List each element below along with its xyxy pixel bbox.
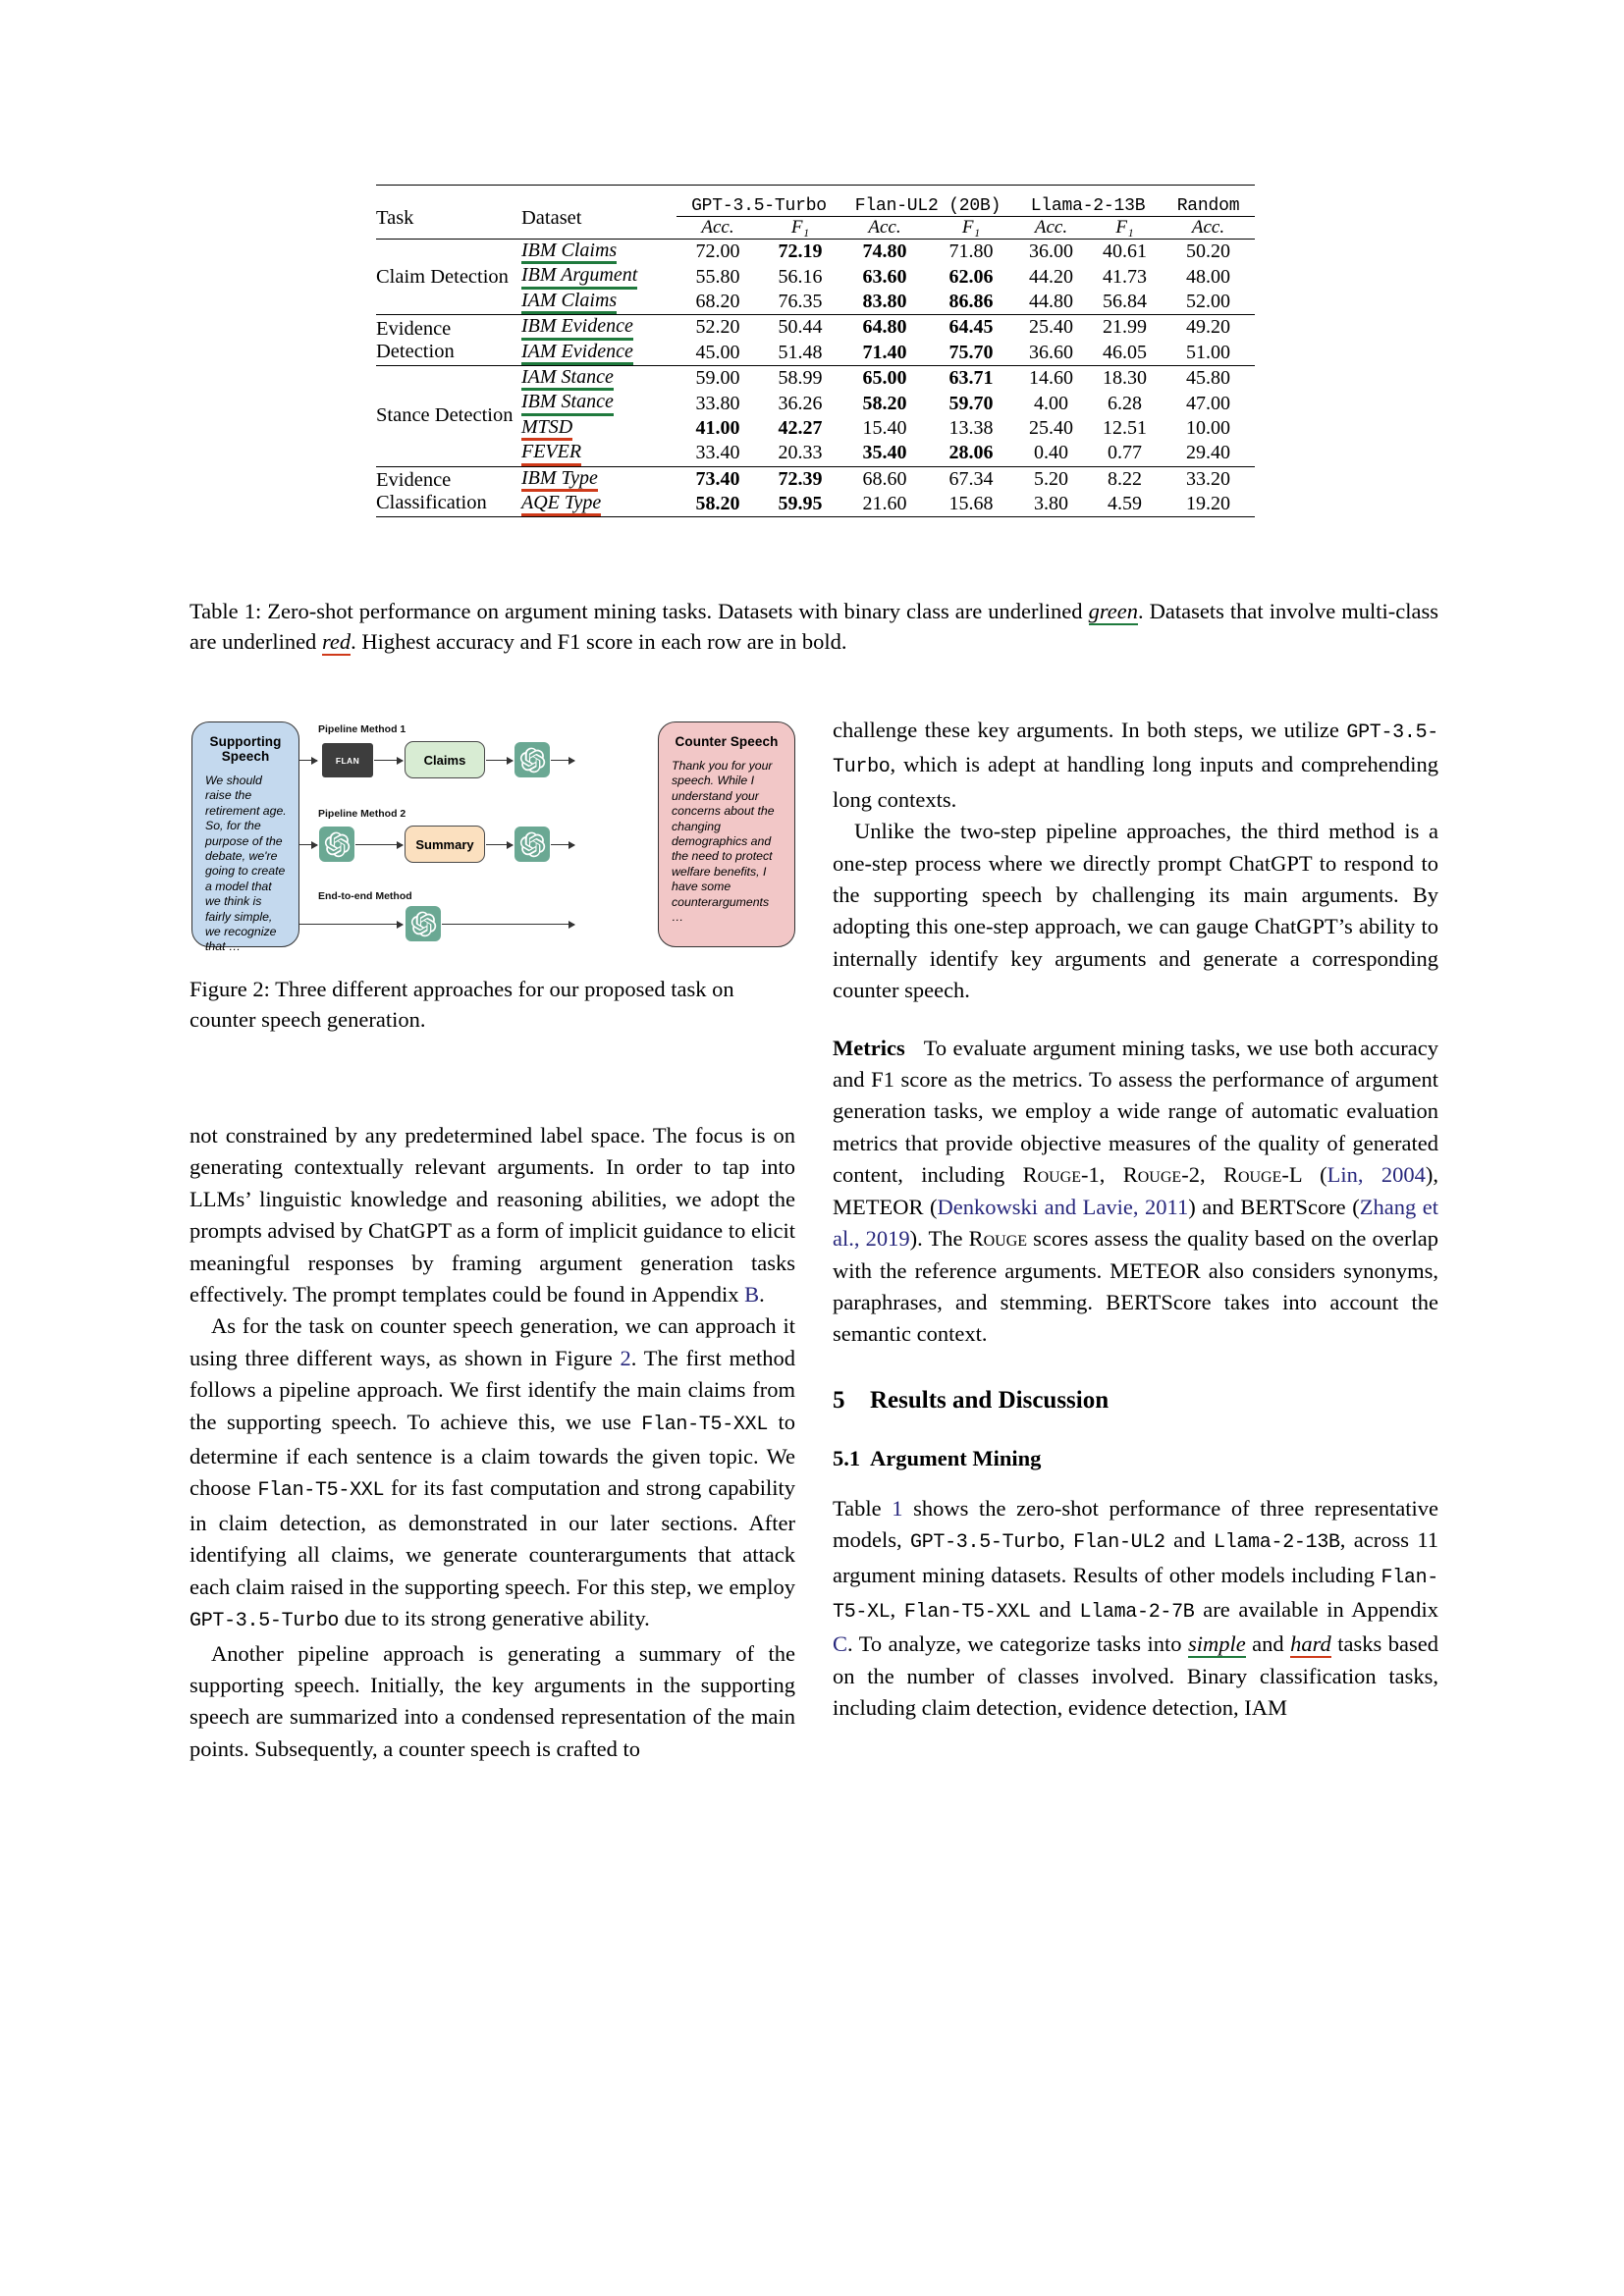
- table-cell-value: 12.51: [1103, 416, 1147, 439]
- header-metric-llama-acc: Acc.: [1034, 217, 1068, 238]
- lp2-e: due to its strong generative ability.: [339, 1606, 650, 1631]
- table-cell-value: 4.00: [1034, 392, 1068, 414]
- table-cell-value: 0.77: [1108, 442, 1142, 464]
- table-cell-value: 62.06: [948, 265, 994, 288]
- metrics-d: -L (: [1281, 1162, 1327, 1188]
- table-cell-dataset: [521, 315, 677, 341]
- table-caption-red-word: red: [321, 629, 352, 654]
- citation-lin-2004[interactable]: Lin, 2004: [1326, 1162, 1426, 1188]
- table-cell-dataset: [521, 341, 677, 366]
- table-cell-value: 47.00: [1186, 392, 1230, 414]
- table-cell-dataset: [521, 264, 677, 289]
- rp5-model-llama213b: Llama-2-13B: [1214, 1531, 1340, 1555]
- table-header: [376, 186, 1255, 240]
- table-row: [376, 365, 1255, 391]
- rouge-label-1: Rouge: [1022, 1162, 1082, 1188]
- right-paragraph-5: [833, 1493, 1438, 1725]
- chatgpt-icon-end-to-end: [406, 906, 441, 941]
- metrics-h: scores assess the quality based on the overlap with the reference arguments. METEOR also considers synonyms, paraphrases, and stemming. BERTScore takes into account the semantic context.: [833, 1226, 1438, 1347]
- table-cell-value: 76.35: [778, 290, 823, 312]
- rp5-b: shows the zero-shot performance of three representative models,: [833, 1495, 1438, 1553]
- table-cell-value: 45.80: [1186, 367, 1230, 390]
- table-cell-value: 86.86: [948, 290, 994, 312]
- lp2-model-gpt35turbo: GPT-3.5-Turbo: [189, 1610, 340, 1633]
- table-cell-value: 8.22: [1108, 467, 1142, 490]
- table-cell-value: 63.60: [862, 265, 907, 288]
- table-cell-value: 74.80: [862, 240, 907, 263]
- table-cell-dataset: [521, 240, 677, 265]
- table-cell-value: 36.60: [1029, 341, 1073, 363]
- arrow-gpt-to-summary: [355, 844, 403, 845]
- header-model-flanul2: Flan-UL2 (20B): [841, 186, 1014, 217]
- table-cell-value: 59.70: [948, 392, 994, 414]
- table-cell-value: 44.20: [1029, 265, 1073, 288]
- table-cell-value: 56.84: [1103, 290, 1147, 312]
- table-caption: [189, 596, 1438, 657]
- table-cell-value: 33.80: [695, 392, 740, 414]
- rp5-model-flant5xl: Flan-T5-XL: [833, 1566, 1438, 1624]
- arrow-gpt-to-counter-e2e: [442, 924, 574, 925]
- table-cell-value: 68.60: [862, 467, 907, 490]
- table-cell-value: 21.60: [862, 493, 907, 515]
- table-cell-value: 25.40: [1029, 316, 1073, 339]
- lp1-a: not constrained by any predetermined label space. The focus is on generating contextually relevant arguments. In order to tap into LLMs’ linguistic knowledge and reasoning abilities, we adopt the prompts advised by ChatGPT as a form of implicit guidance to elicit meaningful responses by framing argument generation tasks effectively. The prompt templates could be found in Appendix: [189, 1123, 795, 1308]
- pipeline-method-1-label: Pipeline Method 1: [318, 723, 406, 735]
- appendix-c-link[interactable]: C: [833, 1631, 848, 1657]
- metrics-g: ). The: [909, 1226, 969, 1252]
- figure-2-link[interactable]: 2: [620, 1345, 631, 1370]
- left-paragraph-3: Another pipeline approach is generating a summary of the supporting speech. Initially, the key arguments in the supporting speech are summarized into a condensed representation of the main points. Subsequently, a counter speech is crafted to: [189, 1640, 795, 1761]
- table-cell-value: 71.80: [948, 240, 994, 263]
- table-row: [376, 315, 1255, 341]
- chatgpt-icon-method1: [514, 742, 550, 777]
- dataset-name: IAM Stance: [521, 367, 614, 391]
- rp5-h: are available in Appendix: [1194, 1596, 1438, 1622]
- table-cell-value: 19.20: [1186, 493, 1230, 515]
- table-cell-value: 64.45: [948, 316, 994, 339]
- dataset-name: IBM Type: [521, 468, 598, 492]
- hard-tasks-label: hard: [1290, 1631, 1331, 1657]
- end-to-end-method-label: End-to-end Method: [318, 890, 412, 902]
- lp2-model-flan-t5-xxl-2: Flan-T5-XXL: [257, 1479, 385, 1503]
- header-model-llama213b: Llama-2-13B: [1014, 186, 1162, 217]
- dataset-name: IAM Claims: [521, 291, 617, 314]
- counter-speech-text: Thank you for your speech. While I understand your concerns about the changing demographics and the need to protect welfare benefits, I have some counterarguments …: [672, 759, 775, 925]
- right-column: [833, 715, 1438, 1725]
- rp5-e: , across 11 argument mining datasets. Results of other models including: [833, 1527, 1438, 1587]
- header-dataset: Dataset: [521, 206, 582, 229]
- header-metric-random-acc: Acc.: [1191, 217, 1225, 238]
- dataset-name: IBM Claims: [521, 240, 617, 264]
- dataset-name: AQE Type: [521, 493, 601, 516]
- rp5-f: ,: [890, 1596, 904, 1622]
- table-cell-value: 42.27: [778, 416, 823, 439]
- header-model-random: Random: [1162, 186, 1255, 217]
- table-cell-value: 58.99: [778, 367, 823, 390]
- lp2-c: to determine if each sentence is a claim towards the given topic. We choose: [189, 1409, 795, 1501]
- zero-shot-performance-table: [376, 185, 1255, 517]
- table-cell-value: 41.73: [1103, 265, 1147, 288]
- rp5-i: . To analyze, we categorize tasks into: [847, 1631, 1188, 1657]
- rp5-model-llama27b: Llama-2-7B: [1079, 1600, 1195, 1624]
- left-paragraph-2: [189, 1310, 795, 1637]
- left-paragraph-1: [189, 1120, 795, 1310]
- table-cell-value: 50.44: [778, 316, 823, 339]
- table-cell-value: 68.20: [695, 290, 740, 312]
- supporting-speech-title: Supporting Speech: [209, 734, 282, 764]
- metrics-b: -1,: [1081, 1162, 1123, 1188]
- rp1-b: , which is adept at handling long inputs and comprehending long contexts.: [833, 752, 1438, 812]
- table-cell-task: Evidence Classification: [376, 468, 487, 513]
- table-cell-value: 73.40: [695, 467, 740, 490]
- table-header-model-row: [376, 186, 1255, 217]
- table-cell-value: 10.00: [1186, 416, 1230, 439]
- section-5-number: 5: [833, 1386, 845, 1414]
- section-heading-5-1: [833, 1443, 1438, 1473]
- table-cell-value: 63.71: [948, 367, 994, 390]
- table-cell-value: 35.40: [862, 442, 907, 464]
- table-cell-value: 14.60: [1029, 367, 1073, 390]
- table-cell-dataset: [521, 290, 677, 315]
- table-cell-value: 51.00: [1186, 341, 1230, 363]
- dataset-name: MTSD: [521, 417, 572, 441]
- lp2-d: for its fast computation and strong capability in claim detection, as demonstrated in our later sections. After identifying all claims, we generate counterarguments that attack each claim raised in the supporting speech. For this step, we employ: [189, 1475, 795, 1599]
- rouge-label-3: Rouge: [1222, 1162, 1282, 1188]
- table-cell-value: 50.20: [1186, 240, 1230, 263]
- table-cell-dataset: [521, 466, 677, 492]
- citation-zhang-2019[interactable]: Zhang et al., 2019: [833, 1194, 1438, 1252]
- figure-2-diagram: [191, 721, 795, 954]
- rp5-model-gpt35turbo: GPT-3.5-Turbo: [910, 1531, 1060, 1555]
- lp2-b: . The first method follows a pipeline approach. We first identify the main claims from the supporting speech. To achieve this, we use: [189, 1345, 795, 1434]
- section-5-title: Results and Discussion: [870, 1386, 1110, 1414]
- table-cell-value: 28.06: [948, 442, 994, 464]
- table-cell-value: 44.80: [1029, 290, 1073, 312]
- simple-tasks-label: simple: [1187, 1631, 1246, 1657]
- table-cell-value: 56.16: [778, 265, 823, 288]
- arrow-summary-to-gpt: [486, 844, 513, 845]
- chatgpt-icon-method2-first: [319, 827, 354, 862]
- lp1-b: .: [759, 1282, 765, 1308]
- supporting-speech-text: We should raise the retirement age. So, for the purpose of the debate, we're going to create a model that we think is fairly simple, we recognize that …: [205, 774, 287, 954]
- dataset-name: IBM Stance: [521, 392, 614, 415]
- table-cell-value: 59.95: [778, 493, 823, 515]
- table-cell-value: 3.80: [1034, 493, 1068, 515]
- metrics-a: To evaluate argument mining tasks, we use both accuracy and F1 score as the metrics. To assess the performance of argument generation tasks, we employ a wide range of automatic evaluation metrics that provide objective measures of the quality of generated content, including: [833, 1035, 1439, 1188]
- lp2-a: As for the task on counter speech generation, we can approach it using three different ways, as shown in Figure: [189, 1313, 795, 1370]
- table-caption-middle: . Datasets that involve multi-class are underlined: [189, 599, 1438, 654]
- table-cell-dataset: [521, 441, 677, 466]
- arrow-in-gpt-e2e: [299, 924, 403, 925]
- table-cell-value: 5.20: [1034, 467, 1068, 490]
- header-metric-gpt35-f1: F₁: [790, 217, 810, 238]
- table-cell-value: 51.48: [778, 341, 823, 363]
- table-cell-dataset: [521, 365, 677, 391]
- arrow-gpt-to-counter-2: [551, 844, 574, 845]
- dataset-name: IBM Argument: [521, 265, 637, 289]
- table-cell-value: 72.00: [695, 240, 740, 263]
- table-cell-value: 15.40: [862, 416, 907, 439]
- counter-speech-title: Counter Speech: [675, 734, 779, 749]
- summary-node: Summary: [405, 826, 485, 863]
- table-cell-value: 45.00: [695, 341, 740, 363]
- header-metric-llama-f1: F₁: [1115, 217, 1134, 238]
- pipeline-method-2-label: Pipeline Method 2: [318, 808, 406, 820]
- table-cell-value: 25.40: [1029, 416, 1073, 439]
- dataset-name: FEVER: [521, 442, 581, 465]
- rp5-j: and: [1245, 1631, 1291, 1657]
- metrics-f: ) and BERTScore (: [1188, 1194, 1360, 1219]
- figure-2-caption: Figure 2: Three different approaches for our proposed task on counter speech generation.: [189, 977, 734, 1032]
- metrics-runin-heading: Metrics: [833, 1035, 905, 1060]
- table-cell-dataset: [521, 492, 677, 517]
- table-cell-value: 58.20: [695, 493, 740, 515]
- table-cell-task: Evidence Detection: [376, 317, 455, 362]
- rp5-d: and: [1164, 1527, 1214, 1553]
- table-cell-value: 72.19: [778, 240, 823, 263]
- citation-denkowski-lavie-2011[interactable]: Denkowski and Lavie, 2011: [937, 1194, 1189, 1219]
- table-cell-value: 4.59: [1108, 493, 1142, 515]
- table-caption-prefix: Table 1: Zero-shot performance on argument mining tasks. Datasets with binary class are underlined: [189, 599, 1089, 623]
- table-cell-value: 75.70: [948, 341, 994, 363]
- table-cell-dataset: [521, 416, 677, 441]
- table-caption-green-word: green: [1088, 599, 1138, 623]
- header-metric-gpt35-acc: Acc.: [701, 217, 734, 238]
- rp5-k: tasks based on the number of classes involved. Binary classification tasks, including claim detection, evidence detection, IAM: [833, 1631, 1438, 1721]
- lp2-model-flan-t5-xxl-1: Flan-T5-XXL: [641, 1413, 769, 1436]
- rp5-a: Table: [833, 1495, 893, 1521]
- table-cell-value: 15.68: [948, 493, 994, 515]
- table-cell-value: 6.28: [1108, 392, 1142, 414]
- rouge-label-2: Rouge: [1122, 1162, 1182, 1188]
- dataset-name: IAM Evidence: [521, 342, 633, 365]
- supporting-speech-box: [191, 721, 299, 954]
- table-cell-value: 71.40: [862, 341, 907, 363]
- arrow-in-gpt-2: [299, 844, 317, 845]
- right-paragraph-1: [833, 715, 1438, 816]
- table-cell-value: 48.00: [1186, 265, 1230, 288]
- table-body: [376, 240, 1255, 517]
- table-cell-value: 49.20: [1186, 316, 1230, 339]
- rouge-label-4: Rouge: [968, 1226, 1028, 1252]
- table-cell-task: Claim Detection: [376, 265, 509, 288]
- table-cell-value: 36.26: [778, 392, 823, 414]
- table-cell-value: 46.05: [1103, 341, 1147, 363]
- right-paragraph-2: Unlike the two-step pipeline approaches, the third method is a one-step process where we directly prompt ChatGPT to respond to the supporting speech by challenging its main arguments. By adopting this one-step approach, we can gauge ChatGPT’s ability to internally identify key arguments and generate a corresponding counter speech.: [833, 819, 1438, 1003]
- table-cell-value: 83.80: [862, 290, 907, 312]
- table-cell-value: 13.38: [948, 416, 994, 439]
- table-cell-value: 18.30: [1103, 367, 1147, 390]
- section-heading-5: [833, 1384, 1438, 1417]
- claims-node: Claims: [405, 741, 485, 778]
- table-cell-value: 40.61: [1103, 240, 1147, 263]
- header-task: Task: [376, 206, 414, 229]
- arrow-flan-to-claims: [374, 760, 403, 761]
- table-cell-task: Stance Detection: [376, 404, 514, 427]
- table-cell-value: 21.99: [1103, 316, 1147, 339]
- section-51-number: 5.1: [833, 1445, 861, 1470]
- left-column: [189, 1120, 795, 1765]
- header-model-gpt35: GPT-3.5-Turbo: [677, 186, 841, 217]
- header-metric-flanul2-f1: F₁: [961, 217, 981, 238]
- table-cell-value: 33.20: [1186, 467, 1230, 490]
- table-cell-value: 67.34: [948, 467, 994, 490]
- rp5-g: and: [1030, 1596, 1080, 1622]
- arrow-in-flan: [299, 760, 317, 761]
- table-cell-value: 72.39: [778, 467, 823, 490]
- table-cell-value: 59.00: [695, 367, 740, 390]
- counter-speech-box: [658, 721, 795, 947]
- header-metric-flanul2-acc: Acc.: [868, 217, 901, 238]
- rp5-model-flant5xxl: Flan-T5-XXL: [903, 1600, 1031, 1624]
- table-cell-value: 20.33: [778, 442, 823, 464]
- table-cell-value: 52.00: [1186, 290, 1230, 312]
- table-1-link[interactable]: 1: [892, 1495, 903, 1521]
- metrics-paragraph: [833, 1033, 1438, 1351]
- table-cell-value: 65.00: [862, 367, 907, 390]
- paragraph-spacer: [833, 1007, 1438, 1033]
- rp5-c: ,: [1059, 1527, 1074, 1553]
- rp1-model-gpt35turbo: GPT-3.5-Turbo: [833, 721, 1438, 779]
- results-table-container: [376, 185, 1255, 517]
- metrics-c: -2,: [1181, 1162, 1223, 1188]
- arrow-gpt-to-counter-1: [551, 760, 574, 761]
- table-caption-suffix: . Highest accuracy and F1 score in each row are in bold.: [351, 629, 847, 654]
- table-row: [376, 466, 1255, 492]
- flan-node: FLAN: [322, 743, 373, 777]
- arrow-claims-to-gpt: [486, 760, 513, 761]
- dataset-name: IBM Evidence: [521, 316, 633, 340]
- section-51-title: Argument Mining: [870, 1445, 1042, 1470]
- table-cell-value: 41.00: [695, 416, 740, 439]
- appendix-b-link[interactable]: B: [744, 1282, 760, 1308]
- table-cell-value: 64.80: [862, 316, 907, 339]
- table-cell-value: 52.20: [695, 316, 740, 339]
- table-cell-value: 29.40: [1186, 442, 1230, 464]
- table-row: [376, 240, 1255, 265]
- table-cell-value: 55.80: [695, 265, 740, 288]
- table-cell-value: 58.20: [862, 392, 907, 414]
- rp5-model-flanul2: Flan-UL2: [1073, 1531, 1165, 1555]
- chatgpt-icon-method2-second: [514, 827, 550, 862]
- table-cell-value: 36.00: [1029, 240, 1073, 263]
- metrics-e: ), METEOR (: [833, 1162, 1439, 1219]
- table-cell-dataset: [521, 391, 677, 415]
- table-cell-value: 0.40: [1034, 442, 1068, 464]
- table-cell-value: 33.40: [695, 442, 740, 464]
- rp1-a: challenge these key arguments. In both steps, we utilize: [833, 718, 1347, 742]
